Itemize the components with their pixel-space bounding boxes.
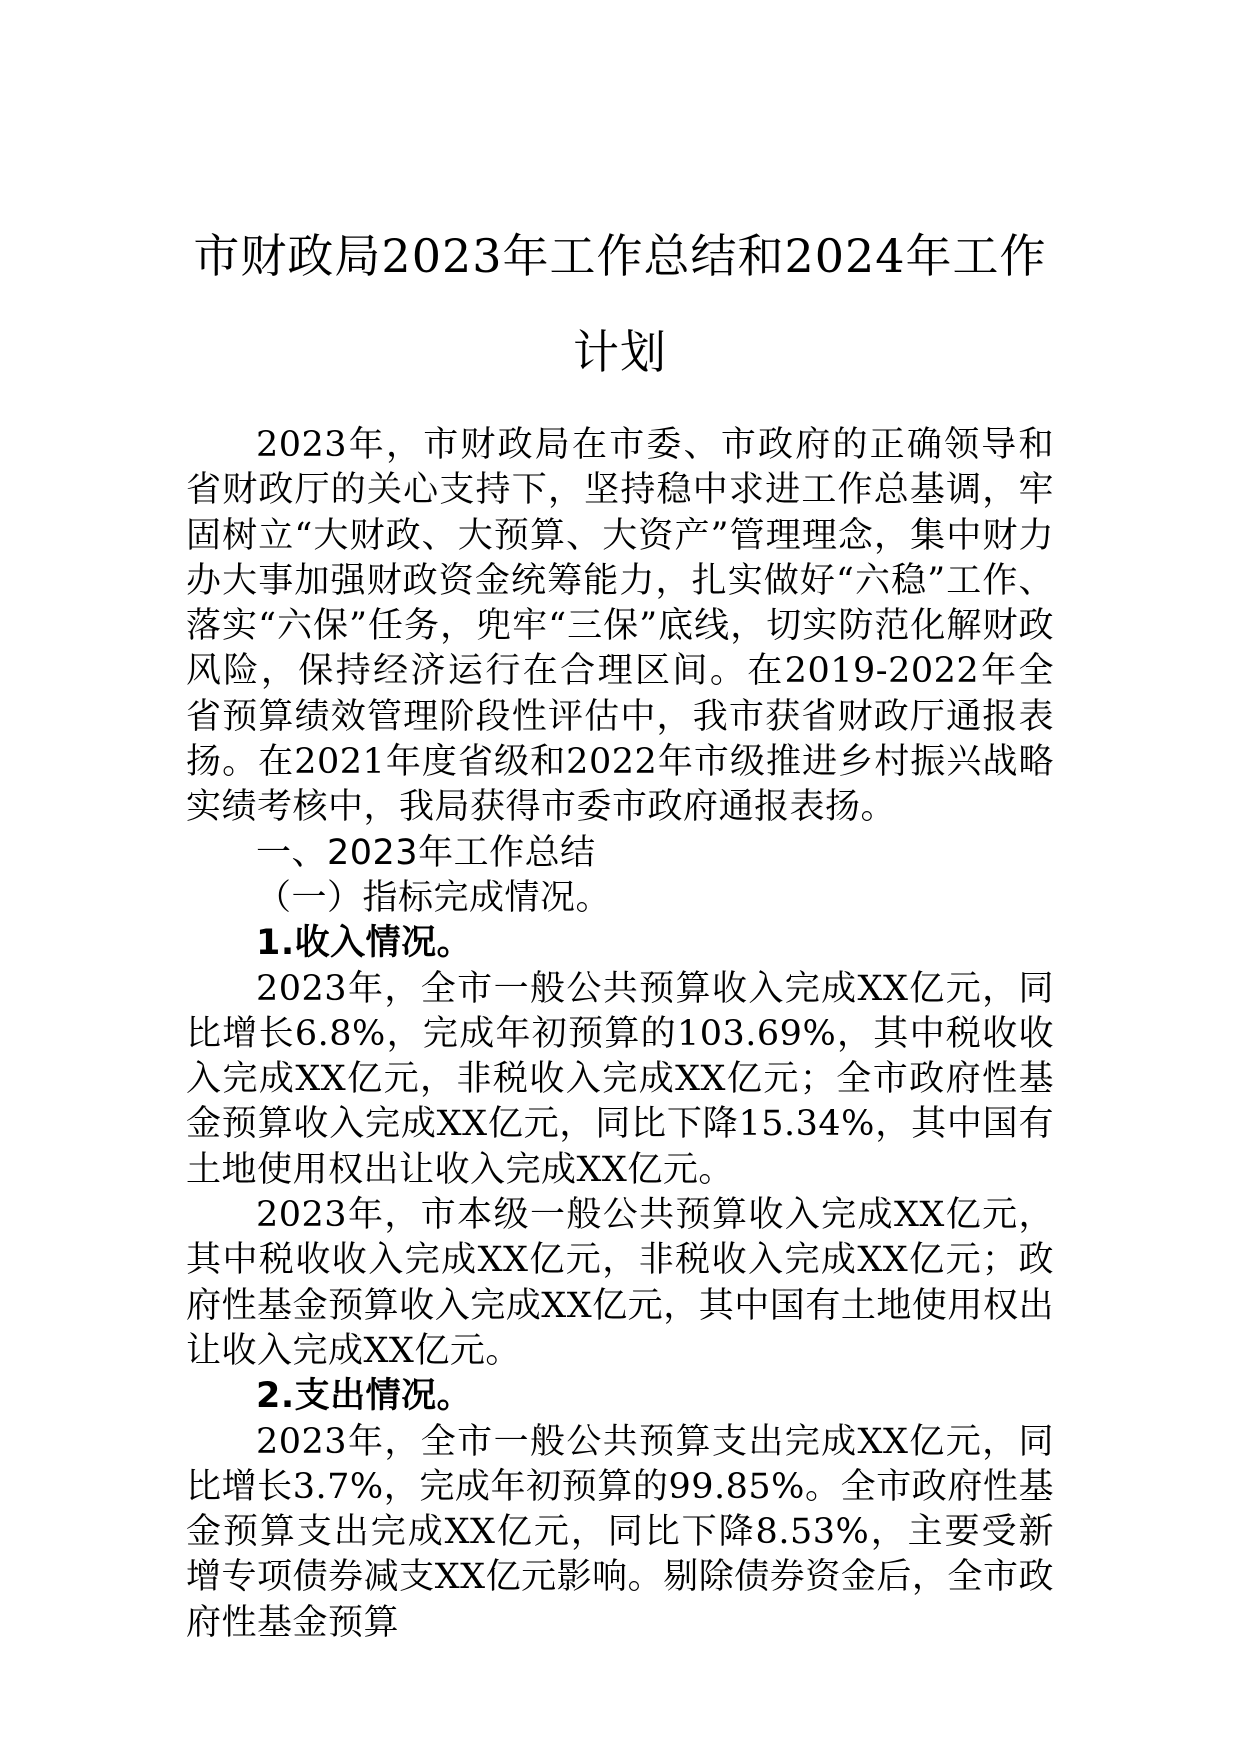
item-heading-expenditure: 2.支出情况。	[256, 1376, 473, 1417]
expenditure-paragraph: 2023年，全市一般公共预算支出完成XX亿元，同比增长3.7%，完成年初预算的99.85%。全市政府性基金预算支出完成XX亿元，同比下降8.53%，主要受新增专项债券减支XX亿元影响。剔除债券资金后，全市政府性基金预算	[186, 1421, 1054, 1643]
revenue-paragraph-municipal: 2023年，市本级一般公共预算收入完成XX亿元，其中税收收入完成XX亿元，非税收入完成XX亿元；政府性基金预算收入完成XX亿元，其中国有土地使用权出让收入完成XX亿元。	[186, 1195, 1054, 1371]
revenue-paragraph-city: 2023年，全市一般公共预算收入完成XX亿元，同比增长6.8%，完成年初预算的103.69%，其中税收收入完成XX亿元，非税收入完成XX亿元；全市政府性基金预算收入完成XX亿元，同比下降15.34%，其中国有土地使用权出让收入完成XX亿元。	[186, 968, 1054, 1190]
intro-paragraph: 2023年，市财政局在市委、市政府的正确领导和省财政厅的关心支持下，坚持稳中求进工作总基调，牢固树立“大财政、大预算、大资产”管理理念，集中财力办大事加强财政资金统筹能力，扎实做好“六稳”工作、落实“六保”任务，兜牢“三保”底线，切实防范化解财政风险，保持经济运行在合理区间。在2019-2022年全省预算绩效管理阶段性评估中，我市获省财政厅通报表扬。在2021年度省级和2022年市级推进乡村振兴战略实绩考核中，我局获得市委市政府通报表扬。	[186, 425, 1054, 828]
document-body	[186, 423, 1054, 1646]
item-heading-revenue: 1.收入情况。	[256, 923, 473, 964]
subsection-heading-1: （一）指标完成情况。	[256, 877, 612, 918]
document-title: 市财政局2023年工作总结和2024年工作计划	[193, 229, 1047, 379]
section-heading-1: 一、2023年工作总结	[256, 832, 596, 873]
